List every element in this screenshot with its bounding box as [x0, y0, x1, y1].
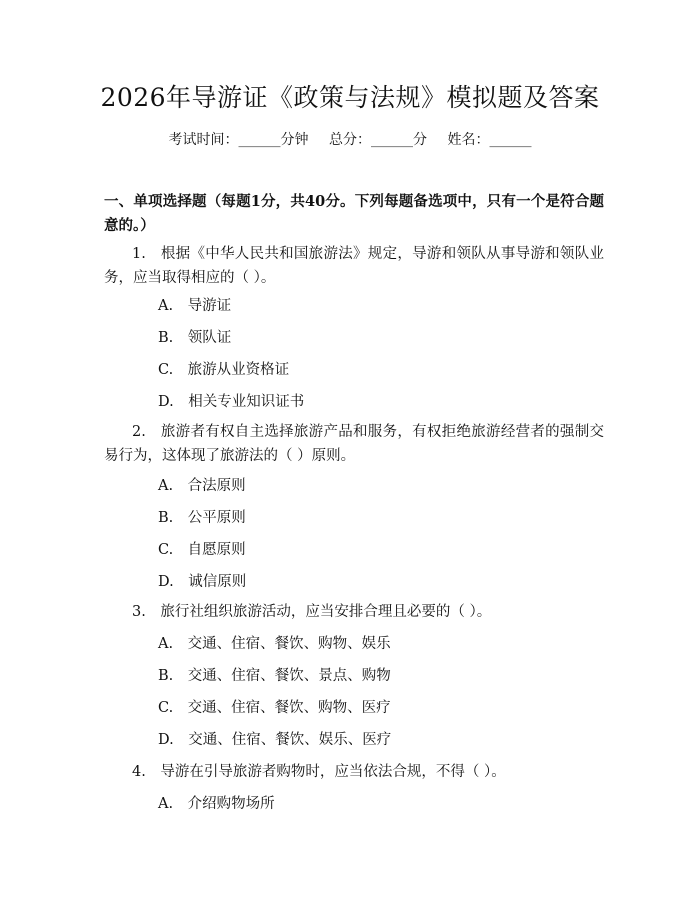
question-1-option-a: A. 导游证 [158, 298, 232, 314]
question-1-option-c: C. 旅游从业资格证 [158, 362, 290, 378]
question-4: 4. 导游在引导旅游者购物时，应当依法合规，不得（ ）。 [132, 764, 506, 780]
exam-info-line [0, 130, 700, 150]
question-1-option-b: B. 领队证 [158, 330, 232, 346]
page-title: 2026年导游证《政策与法规》模拟题及答案 [100, 83, 600, 112]
question-3: 3. 旅行社组织旅游活动，应当安排合理且必要的（ ）。 [132, 604, 492, 620]
question-2: 2. 旅游者有权自主选择旅游产品和服务，有权拒绝旅游经营者的强制交易行为，这体现了旅游法的（ ）原则。 [104, 424, 604, 464]
question-1: 1. 根据《中华人民共和国旅游法》规定，导游和领队从事导游和领队业务，应当取得相应的（ ）。 [104, 246, 604, 286]
question-3-option-d: D. 交通、住宿、餐饮、娱乐、医疗 [158, 732, 392, 748]
question-3-option-b: B. 交通、住宿、餐饮、景点、购物 [158, 668, 391, 684]
total-score-field: 总分：______分 [329, 132, 427, 148]
section-heading: 一、单项选择题（每题1分，共40分。下列每题备选项中，只有一个是符合题意的。） [104, 193, 604, 234]
exam-time-field: 考试时间：______分钟 [168, 132, 309, 148]
question-2-option-d: D. 诚信原则 [158, 574, 247, 590]
question-2-option-b: B. 公平原则 [158, 510, 246, 526]
question-4-option-a: A. 介绍购物场所 [158, 796, 275, 812]
name-field: 姓名：______ [447, 132, 532, 148]
question-2-option-a: A. 合法原则 [158, 478, 246, 494]
question-1-option-d: D. 相关专业知识证书 [158, 394, 305, 410]
question-3-option-a: A. 交通、住宿、餐饮、购物、娱乐 [158, 636, 391, 652]
question-2-option-c: C. 自愿原则 [158, 542, 246, 558]
question-3-option-c: C. 交通、住宿、餐饮、购物、医疗 [158, 700, 391, 716]
